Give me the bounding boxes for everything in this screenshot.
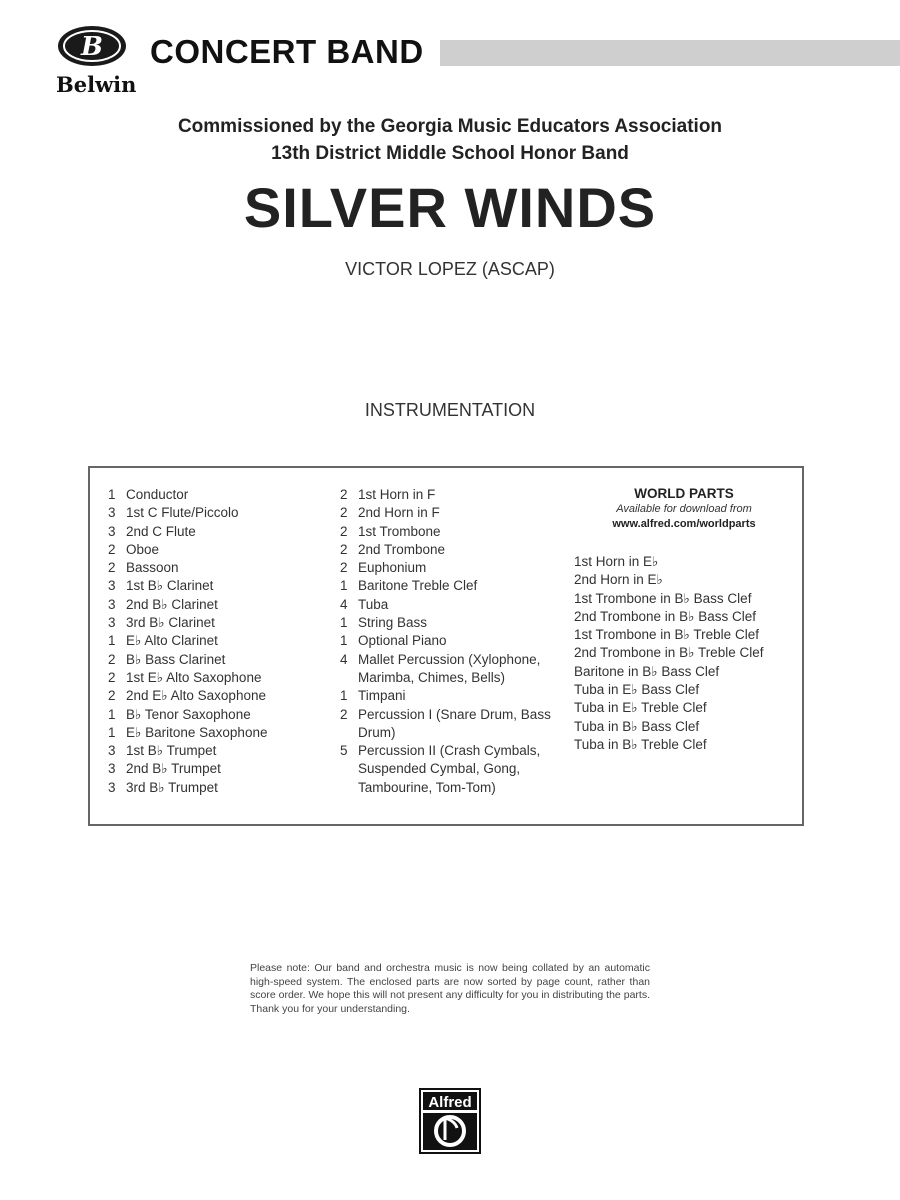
instrumentation-box	[88, 466, 804, 826]
header-bar	[440, 40, 900, 66]
instrument-name: 1st Trombone	[358, 523, 441, 539]
instrument-name: 1st E♭ Alto Saxophone	[126, 669, 262, 685]
world-parts-list	[574, 553, 794, 754]
instrument-quantity: 2	[340, 560, 348, 576]
instrument-name: Bassoon	[126, 560, 179, 576]
instrument-quantity: 2	[108, 669, 116, 685]
instrument-row	[340, 559, 570, 577]
instrument-quantity: 1	[340, 633, 348, 649]
instrument-quantity: 3	[108, 596, 116, 612]
instrument-row	[340, 614, 570, 632]
instrument-row	[108, 706, 338, 724]
instrument-quantity: 2	[108, 541, 116, 557]
commission-line-2: 13th District Middle School Honor Band	[271, 143, 629, 164]
instrument-quantity: 3	[108, 761, 116, 777]
instrument-name: 1st B♭ Trumpet	[126, 743, 217, 759]
instrument-name: Percussion I (Snare Drum, Bass Drum)	[358, 706, 551, 740]
instrument-quantity: 1	[108, 487, 116, 502]
instrument-quantity: 2	[340, 487, 348, 502]
belwin-logo	[52, 24, 148, 100]
instrument-row	[108, 760, 338, 778]
instrument-row	[108, 523, 338, 541]
instrument-quantity: 4	[340, 651, 348, 667]
world-part-item: 2nd Trombone in B♭ Bass Clef	[574, 608, 756, 624]
instrument-row	[108, 504, 338, 522]
instrument-row	[340, 523, 570, 541]
world-part-item: 1st Trombone in B♭ Treble Clef	[574, 627, 759, 643]
instrument-quantity: 3	[108, 743, 116, 759]
instrument-row	[340, 706, 570, 743]
world-part-item: 1st Trombone in B♭ Bass Clef	[574, 590, 752, 606]
instrument-row	[340, 577, 570, 595]
instrument-row	[108, 577, 338, 595]
instrument-quantity: 2	[340, 505, 348, 521]
instrument-name: Conductor	[126, 487, 189, 502]
alfred-wordmark: Alfred	[428, 1094, 472, 1111]
instrument-name: Mallet Percussion (Xylophone, Marimba, Chimes, Bells)	[358, 651, 541, 685]
instrument-quantity: 1	[340, 578, 348, 594]
instrument-row	[108, 596, 338, 614]
instrument-quantity: 2	[340, 541, 348, 557]
world-part-item: Tuba in B♭ Treble Clef	[574, 736, 707, 752]
composer: VICTOR LOPEZ (ASCAP)	[345, 259, 555, 279]
instrument-quantity: 1	[108, 706, 116, 722]
instrument-row	[108, 541, 338, 559]
instrument-quantity: 3	[108, 615, 116, 631]
instrument-name: 3rd B♭ Clarinet	[126, 615, 215, 631]
instrument-row	[108, 669, 338, 687]
world-parts-subtitle: Available for download from	[616, 503, 752, 515]
instrument-name: 2nd Horn in F	[358, 505, 440, 521]
instrument-name: String Bass	[358, 615, 428, 631]
instrument-name: 1st B♭ Clarinet	[126, 578, 214, 594]
series-title: CONCERT BAND	[150, 33, 424, 70]
instrument-quantity: 1	[108, 724, 116, 740]
instrument-name: B♭ Tenor Saxophone	[126, 706, 251, 722]
instrument-name: Oboe	[126, 541, 160, 557]
instrument-row	[340, 541, 570, 559]
instrument-name: E♭ Alto Clarinet	[126, 633, 218, 649]
commission-line-1: Commissioned by the Georgia Music Educators Association	[177, 116, 723, 137]
instrument-name: 3rd B♭ Trumpet	[126, 779, 218, 795]
instrumentation-heading: INSTRUMENTATION	[364, 400, 536, 420]
instrument-row	[340, 742, 570, 797]
instrument-row	[340, 504, 570, 522]
instrument-row	[108, 632, 338, 650]
instrument-row	[340, 486, 570, 504]
instrument-name: Euphonium	[358, 560, 427, 576]
instrument-row	[340, 651, 570, 688]
instrument-row	[108, 779, 338, 797]
instrument-row	[108, 486, 338, 504]
instrument-column-1	[108, 486, 338, 797]
instrument-quantity: 2	[108, 560, 116, 576]
instrument-name: E♭ Baritone Saxophone	[126, 724, 268, 740]
instrument-name: Timpani	[358, 688, 406, 704]
world-parts-section	[574, 486, 794, 754]
instrument-row	[108, 687, 338, 705]
world-parts-url: www.alfred.com/worldparts	[612, 518, 756, 530]
instrument-quantity: 3	[108, 505, 116, 521]
piece-title: SILVER WINDS	[243, 176, 657, 239]
instrument-row	[108, 651, 338, 669]
instrument-quantity: 2	[108, 651, 116, 667]
instrument-name: Percussion II (Crash Cymbals, Suspended Cymbal, Gong, Tambourine, Tom-Tom)	[358, 743, 541, 795]
instrument-quantity: 1	[340, 615, 348, 631]
instrument-name: 2nd Trombone	[358, 541, 446, 557]
world-part-item: 2nd Trombone in B♭ Treble Clef	[574, 645, 764, 661]
instrument-name: B♭ Bass Clarinet	[126, 651, 226, 667]
instrument-name: 2nd E♭ Alto Saxophone	[126, 688, 266, 704]
instrument-quantity: 3	[108, 779, 116, 795]
belwin-wordmark: Belwin	[56, 72, 137, 97]
instrument-name: 1st Horn in F	[358, 487, 436, 502]
instrument-row	[340, 632, 570, 650]
instrument-quantity: 1	[108, 633, 116, 649]
instrument-quantity: 4	[340, 596, 348, 612]
instrument-quantity: 3	[108, 578, 116, 594]
world-part-item: Tuba in E♭ Treble Clef	[574, 700, 707, 716]
world-part-item: 2nd Horn in E♭	[574, 572, 663, 588]
instrument-row	[108, 559, 338, 577]
svg-text:B: B	[81, 32, 103, 62]
instrument-column-2	[340, 486, 570, 797]
alfred-logo	[419, 1088, 481, 1154]
world-parts-title: WORLD PARTS	[634, 486, 734, 501]
world-part-item: Baritone in B♭ Bass Clef	[574, 663, 720, 679]
instrument-name: 2nd B♭ Trumpet	[126, 761, 221, 777]
instrument-quantity: 1	[340, 688, 348, 704]
instrument-quantity: 2	[340, 706, 348, 722]
instrument-row	[108, 742, 338, 760]
instrument-name: 1st C Flute/Piccolo	[126, 505, 239, 521]
instrument-row	[108, 724, 338, 742]
instrument-name: Optional Piano	[358, 633, 447, 649]
instrument-name: Tuba	[358, 596, 389, 612]
world-part-item: 1st Horn in E♭	[574, 554, 659, 569]
instrument-row	[340, 596, 570, 614]
instrument-name: Baritone Treble Clef	[358, 578, 478, 594]
world-part-item: Tuba in B♭ Bass Clef	[574, 718, 700, 734]
instrument-name: 2nd B♭ Clarinet	[126, 596, 218, 612]
instrument-row	[108, 614, 338, 632]
instrument-quantity: 2	[340, 523, 348, 539]
world-part-item: Tuba in E♭ Bass Clef	[574, 682, 700, 698]
instrument-quantity: 2	[108, 688, 116, 704]
instrument-name: 2nd C Flute	[126, 523, 196, 539]
instrument-quantity: 3	[108, 523, 116, 539]
instrument-quantity: 5	[340, 743, 348, 759]
instrument-row	[340, 687, 570, 705]
collation-note: Please note: Our band and orchestra music is now being collated by an automatic high-speed system. The enclosed parts are now sorted by page count, rather than score order. We hope this will not present any difficulty for you in distributing the parts. Thank you for your understanding.	[250, 962, 650, 1015]
